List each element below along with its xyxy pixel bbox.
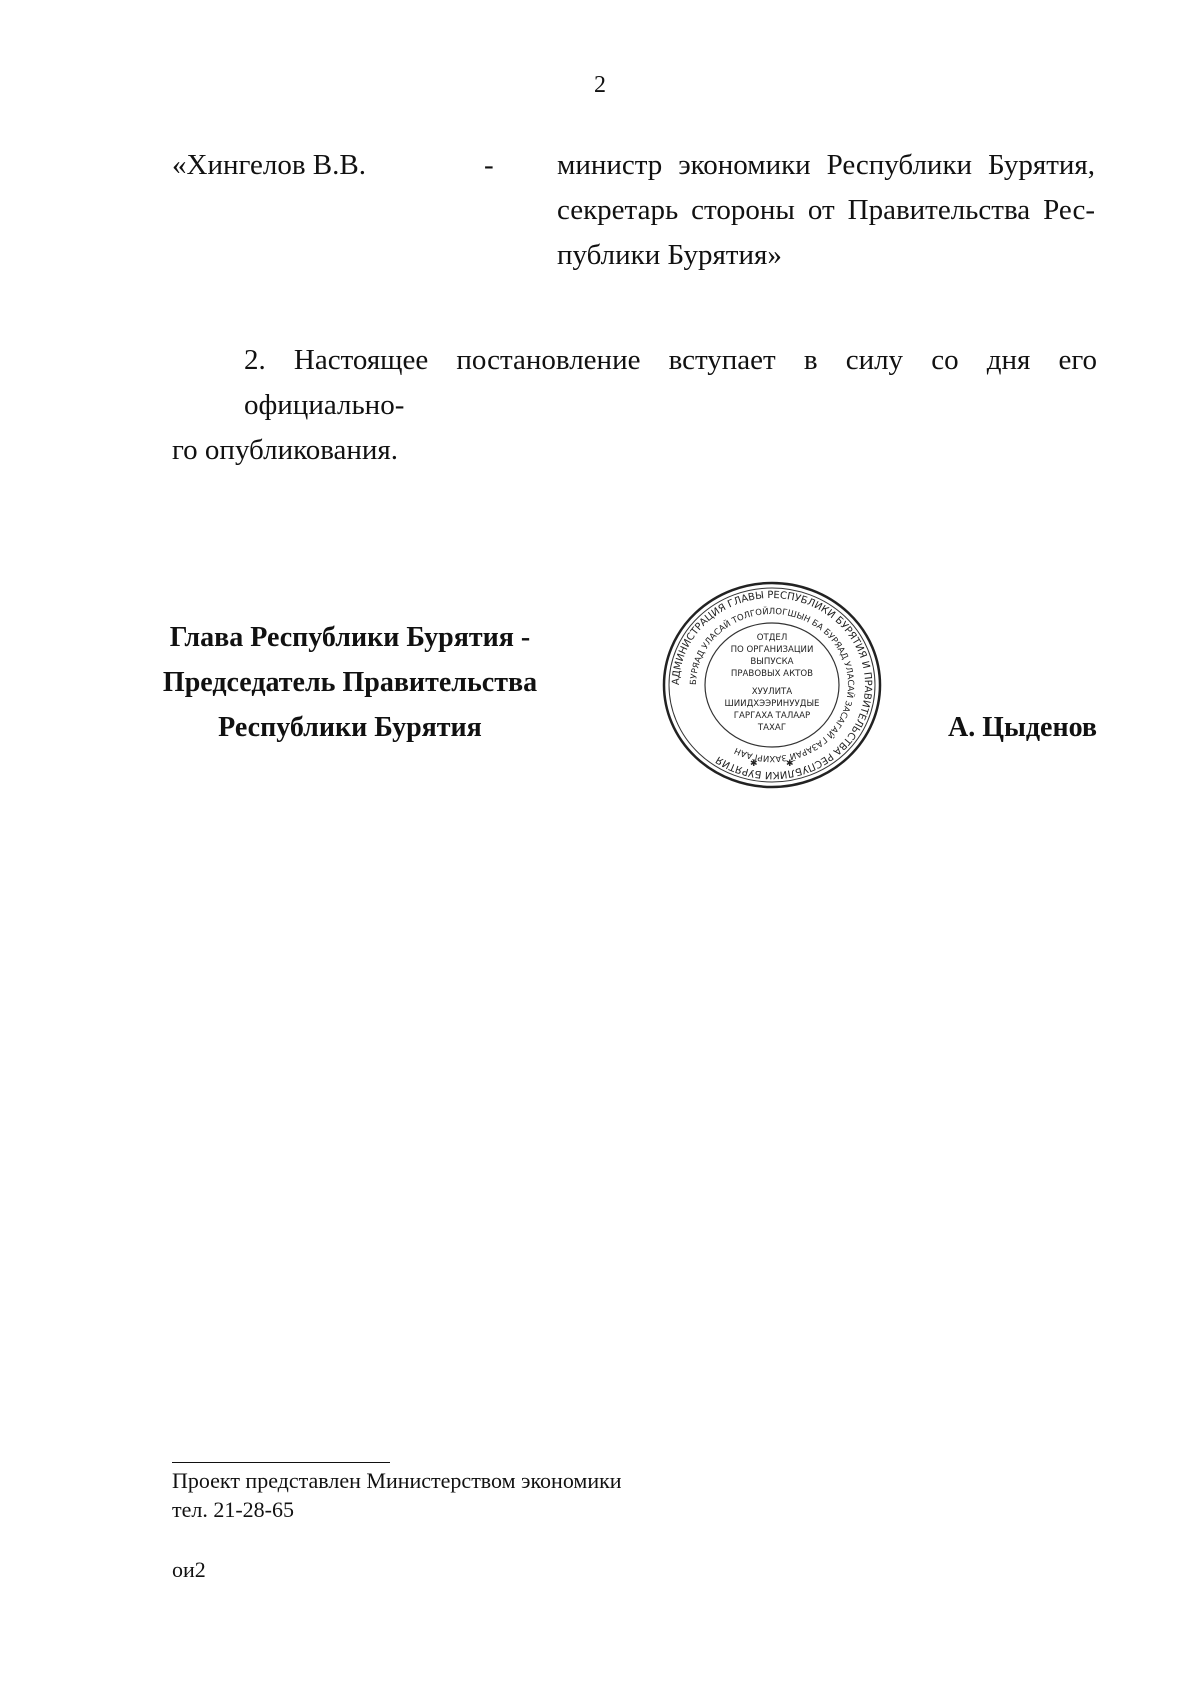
member-description-line: секретарь стороны от Правительства Рес-: [557, 194, 1095, 226]
seal-center-line: ШИИДХЭЭРИНУУДЫЕ: [724, 699, 820, 709]
effective-date-paragraph: [172, 338, 1097, 473]
footer-divider: [172, 1462, 390, 1463]
signatory-title-line: Глава Республики Бурятия -: [169, 622, 531, 653]
seal-star-icon: ✱: [750, 759, 758, 769]
signatory-title: [150, 615, 550, 750]
seal-center-line: ВЫПУСКА: [750, 657, 794, 667]
seal-center-line: ОТДЕЛ: [756, 633, 788, 643]
paragraph-line: 2. Настоящее постановление вступает в силу со дня его официально-: [244, 344, 1097, 421]
member-description-line: публики Бурятия»: [557, 239, 782, 271]
paragraph-line: го опубликования.: [172, 434, 399, 466]
signatory-title-line: Председатель Правительства: [162, 667, 538, 698]
seal-center-line: ХУУЛИТА: [751, 687, 793, 697]
seal-center-line: ТАХАГ: [757, 723, 787, 733]
footer-line: Проект представлен Министерством экономики: [172, 1468, 622, 1493]
page-number: 2: [594, 72, 606, 98]
member-dash: -: [484, 149, 494, 181]
seal-star-icon: ✱: [786, 759, 794, 769]
official-seal-stamp: [658, 578, 886, 792]
footer-line: тел. 21-28-65: [172, 1497, 295, 1522]
member-description: [557, 143, 1095, 278]
member-description-line: министр экономики Республики Бурятия,: [557, 149, 1095, 181]
seal-center-line: ПО ОРГАНИЗАЦИИ: [730, 645, 814, 655]
signatory-title-line: Республики Бурятия: [218, 712, 482, 743]
seal-outer-ring-text: АДМИНИСТРАЦИЯ ГЛАВЫ РЕСПУБЛИКИ БУРЯТИЯ И ПРАВИТЕЛЬСТВА РЕСПУБЛИКИ БУРЯТИЯ: [670, 589, 874, 781]
document-code: ои2: [172, 1557, 206, 1582]
seal-center-line: ГАРГАХА ТАЛААР: [733, 711, 811, 721]
seal-inner-ring-text: БУРЯАД УЛАСАЙ ТОЛГОЙЛОГШЫН БА БУРЯАД УЛАСАЙ ЗАСАГАЙ ГАЗАРАЙ ЗАХИРГААН: [688, 606, 856, 764]
footer-note: [172, 1466, 622, 1524]
signatory-name: А. Цыденов: [947, 712, 1097, 743]
seal-center-line: ПРАВОВЫХ АКТОВ: [730, 669, 814, 679]
member-name: «Хингелов В.В.: [172, 149, 366, 181]
